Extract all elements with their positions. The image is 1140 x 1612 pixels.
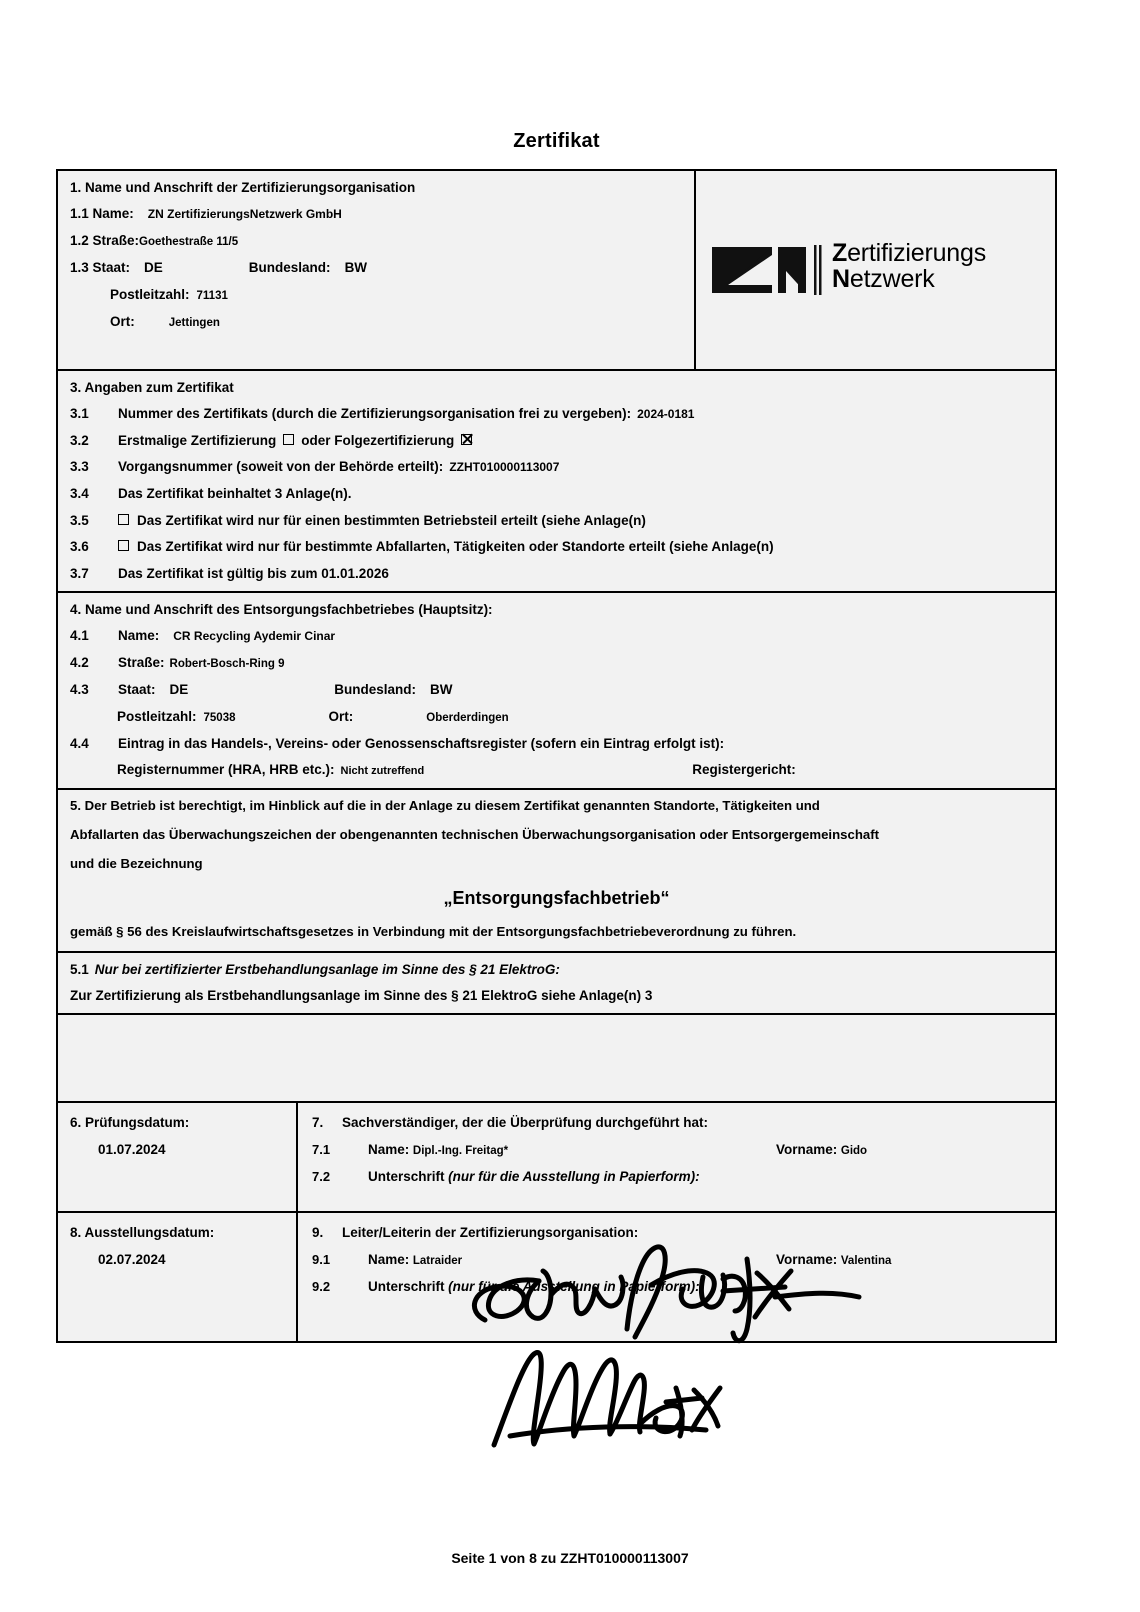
section-1-logo-cell [694, 171, 1055, 369]
section-6-pruefungsdatum [58, 1103, 298, 1211]
item-9-2-body [368, 1279, 1055, 1294]
item-4-4-text: Eintrag in das Handels-, Vereins- oder Genossenschaftsregister (sofern ein Eintrag erfolgt ist): [118, 735, 725, 751]
item-3-4-text: Das Zertifikat beinhaltet 3 Anlage(n). [118, 486, 352, 502]
section-9-leiter [298, 1213, 1055, 1341]
expert-name-label: Name: [368, 1142, 410, 1158]
item-3-3-number: 3.3 [70, 459, 89, 475]
item-3-6 [70, 539, 1043, 555]
org-ort-label: Ort: [110, 313, 135, 329]
item-3-3 [70, 459, 1043, 475]
manager-vorname-label: Vorname: [776, 1252, 838, 1268]
section-4-heading: 4. Name und Anschrift des Entsorgungsfachbetriebes (Hauptsitz): [70, 602, 493, 618]
item-3-6-number: 3.6 [70, 539, 89, 555]
org-ort-row [110, 314, 682, 330]
org-plz-row [110, 287, 682, 303]
manager-signature-image [480, 1340, 730, 1455]
org-plz-value: 71131 [196, 289, 228, 302]
item-3-2-number: 3.2 [70, 432, 89, 448]
section-5-designation: „Entsorgungsfachbetrieb“ [443, 887, 670, 908]
zn-logo-icon [710, 233, 822, 299]
section-8-label: 8. Ausstellungsdatum: [70, 1225, 215, 1241]
item-3-7-text: Das Zertifikat ist gültig bis zum 01.01.2026 [118, 565, 389, 581]
company-plz-label: Postleitzahl: [117, 708, 197, 724]
org-name-row [70, 206, 682, 222]
item-9-1 [312, 1252, 1055, 1267]
org-state-label: 1.3 Staat: [70, 260, 131, 276]
section-5-1-elektrog [58, 953, 1055, 1016]
manager-signature-label: Unterschrift [368, 1279, 445, 1295]
org-bundesland-value: BW [344, 260, 368, 276]
item-3-2-text-before: Erstmalige Zertifizierung [118, 432, 277, 448]
item-3-2-text-middle: oder Folgezertifizierung [301, 432, 455, 448]
item-3-1-number: 3.1 [70, 406, 89, 421]
expert-vorname-value: Gido [840, 1145, 868, 1158]
expert-vorname-label: Vorname: [776, 1142, 838, 1158]
section-5-1-heading-row [70, 962, 1043, 978]
company-name-label: Name: [118, 628, 160, 644]
company-state-label: Staat: [118, 682, 156, 698]
certificate-table [56, 169, 1057, 1343]
section-7-heading: Sachverständiger, der die Überprüfung durchgeführt hat: [342, 1115, 709, 1131]
manager-vorname-value: Valentina [840, 1255, 892, 1268]
item-4-2-number: 4.2 [70, 654, 89, 670]
item-7-1 [312, 1142, 1055, 1157]
item-4-4-number: 4.4 [70, 735, 89, 751]
company-name-value: CR Recycling Aydemir Cinar [173, 629, 336, 644]
item-3-3-value: ZZHT010000113007 [449, 460, 560, 475]
item-4-3 [70, 682, 1043, 698]
item-4-3-plz [117, 709, 1043, 725]
checkbox-abfallarten[interactable] [118, 540, 129, 551]
item-4-1 [70, 628, 1043, 644]
section-5-1-text: Zur Zertifizierung als Erstbehandlungsanlage im Sinne des § 21 ElektroG siehe Anlage(n) 3 [70, 988, 653, 1004]
item-3-1 [70, 406, 1043, 422]
section-4-company [58, 593, 1055, 790]
company-bundesland-label: Bundesland: [334, 682, 417, 698]
company-ort-label: Ort: [328, 708, 354, 724]
checkbox-betriebsteil[interactable] [118, 514, 129, 525]
item-7-2 [312, 1169, 1055, 1184]
item-4-1-number: 4.1 [70, 628, 89, 644]
section-8-date: 02.07.2024 [98, 1252, 166, 1268]
org-state-value: DE [144, 260, 163, 276]
item-9-1-body [368, 1252, 1055, 1267]
item-3-7-number: 3.7 [70, 565, 89, 581]
section-9-heading-row [312, 1225, 1055, 1240]
certificate-sheet [56, 130, 1057, 1343]
registergericht-label: Registergericht: [692, 762, 796, 778]
section-7-heading-row [312, 1115, 1055, 1130]
item-3-3-text: Vorgangsnummer (soweit von der Behörde erteilt): [118, 459, 444, 475]
logo-line-2: Netzwerk [832, 265, 935, 293]
zn-logo-wordmark [832, 240, 986, 293]
expert-vorname-group [776, 1142, 867, 1157]
page-footer: Seite 1 von 8 zu ZZHT010000113007 [451, 1550, 689, 1566]
section-1-heading: 1. Name und Anschrift der Zertifizierungsorganisation [70, 180, 416, 195]
company-plz-value: 75038 [203, 711, 236, 724]
org-street-row [70, 233, 682, 249]
item-3-4 [70, 486, 1043, 502]
item-3-5 [70, 513, 1043, 529]
section-3-heading: 3. Angaben zum Zertifikat [70, 380, 234, 395]
company-state-value: DE [169, 682, 189, 698]
section-5-paragraph-2: Abfallarten das Überwachungszeichen der obengenannten technischen Überwachungsorganisation oder Entsorgergemeinschaft [70, 826, 879, 842]
section-5-1-heading: Nur bei zertifizierter Erstbehandlungsanlage im Sinne des § 21 ElektroG: [94, 961, 560, 977]
org-plz-label: Postleitzahl: [110, 286, 190, 302]
company-street-label: Straße: [118, 654, 165, 670]
company-street-value: Robert-Bosch-Ring 9 [169, 657, 285, 670]
item-3-1-text: Nummer des Zertifikats (durch die Zertifizierungsorganisation frei zu vergeben): [118, 406, 632, 421]
page-title: Zertifikat [513, 130, 600, 152]
org-street-value: Goethestraße 11/5 [139, 235, 239, 248]
section-5-1-number: 5.1 [70, 961, 89, 977]
company-bundesland-value: BW [430, 682, 453, 698]
item-7-1-number: 7.1 [312, 1142, 331, 1158]
section-9-heading: Leiter/Leiterin der Zertifizierungsorganisation: [342, 1225, 639, 1241]
item-4-4-register [117, 762, 1043, 778]
item-3-1-value: 2024-0181 [637, 407, 695, 421]
section-5-paragraph-3: und die Bezeichnung [70, 855, 203, 871]
item-7-1-body [368, 1142, 1055, 1157]
org-name-value: ZN ZertifizierungsNetzwerk GmbH [147, 207, 342, 221]
registernummer-label: Registernummer (HRA, HRB etc.): [117, 762, 335, 778]
org-name-label: 1.1 Name: [70, 206, 134, 221]
section-8-9-row [58, 1213, 1055, 1341]
blank-band [58, 1015, 1055, 1103]
manager-name-label: Name: [368, 1252, 410, 1268]
section-5-paragraph-1: 5. Der Betrieb ist berechtigt, im Hinblick auf die in der Anlage zu diesem Zertifikat genannten Standorte, Tätigkeiten und [70, 798, 820, 814]
item-7-2-body [368, 1169, 1055, 1184]
section-1-organisation [58, 171, 1055, 371]
checkbox-folgezertifizierung[interactable] [461, 434, 472, 445]
section-7-number: 7. [312, 1115, 324, 1131]
section-6-date: 01.07.2024 [98, 1142, 166, 1158]
section-5-authorisation [58, 790, 1055, 952]
manager-vorname-group [776, 1252, 891, 1267]
expert-signature-note: (nur für die Ausstellung in Papierform): [448, 1169, 700, 1185]
item-3-5-text: Das Zertifikat wird nur für einen bestimmten Betriebsteil erteilt (siehe Anlage(n) [137, 512, 646, 528]
logo-line-1: Zertifizierungs [832, 238, 987, 267]
section-1-fields [58, 171, 694, 369]
item-3-7 [70, 566, 1043, 582]
section-9-number: 9. [312, 1225, 324, 1241]
manager-name-value: Latraider [412, 1255, 463, 1268]
item-4-4 [70, 736, 1043, 752]
manager-signature-note: (nur für die Ausstellung in Papierform): [448, 1279, 700, 1295]
zn-logo [710, 233, 986, 299]
org-bundesland-label: Bundesland: [248, 260, 331, 276]
expert-signature-label: Unterschrift [368, 1169, 445, 1185]
checkbox-erstmalige-zertifizierung[interactable] [283, 434, 294, 445]
item-7-2-number: 7.2 [312, 1169, 331, 1185]
item-3-2 [70, 433, 1043, 449]
section-6-label: 6. Prüfungsdatum: [70, 1115, 190, 1131]
item-9-2 [312, 1279, 1055, 1294]
section-3-certificate-details [58, 371, 1055, 593]
section-5-paragraph-4: gemäß § 56 des Kreislaufwirtschaftsgesetzes in Verbindung mit der Entsorgungsfachbetriebeverordnung zu führen. [70, 923, 797, 939]
org-state-row [70, 260, 682, 276]
section-6-7-row [58, 1103, 1055, 1213]
company-ort-value: Oberderdingen [426, 711, 509, 724]
item-9-2-number: 9.2 [312, 1279, 331, 1295]
item-3-4-number: 3.4 [70, 486, 89, 502]
item-4-3-number: 4.3 [70, 682, 89, 698]
expert-name-value: Dipl.-Ing. Freitag* [412, 1145, 509, 1158]
item-3-5-number: 3.5 [70, 512, 89, 528]
org-ort-value: Jettingen [168, 316, 220, 329]
section-8-ausstellungsdatum [58, 1213, 298, 1341]
item-4-2 [70, 655, 1043, 671]
item-9-1-number: 9.1 [312, 1252, 331, 1268]
section-7-sachverstaendiger [298, 1103, 1055, 1211]
item-3-6-text: Das Zertifikat wird nur für bestimmte Abfallarten, Tätigkeiten oder Standorte erteilt (siehe Anlage(n) [137, 539, 774, 555]
org-street-label: 1.2 Straße: [70, 232, 140, 248]
registernummer-value: Nicht zutreffend [340, 765, 425, 778]
